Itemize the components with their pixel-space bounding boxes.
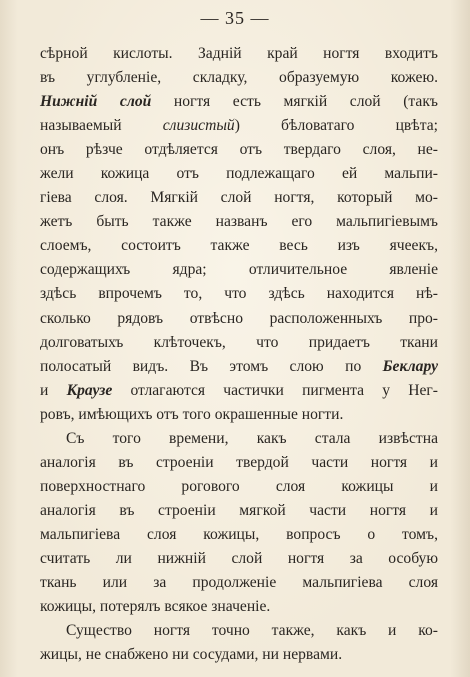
text-line [40, 355, 438, 379]
text-line [40, 475, 438, 499]
text-line [40, 643, 438, 667]
text-line [40, 90, 438, 114]
emphasized-text: Нижній слой [40, 93, 152, 111]
text-line [40, 619, 438, 643]
text-run: ) бѣловатаго цвѣта; [234, 117, 439, 135]
text-run: называемый [40, 117, 163, 135]
text-run: ногтя есть мягкій слой (такъ [151, 93, 438, 111]
text-run: считать ли нижній слой ногтя за особую [40, 549, 438, 567]
text-run: мальпигіева слоя кожицы, вопросъ о томъ, [40, 525, 438, 543]
text-line [40, 595, 438, 619]
body-text [40, 42, 438, 667]
text-run: поверхностнаго рогового слоя кожицы и [40, 477, 438, 495]
text-line [40, 307, 438, 331]
text-line [40, 379, 438, 403]
text-run: жели кожица отъ подлежащаго ей мальпи- [40, 165, 438, 183]
text-run: сколько рядовъ отвѣсно расположенныхъ про- [40, 309, 438, 327]
text-line [40, 282, 438, 306]
text-line [40, 210, 438, 234]
text-run: Существо ногтя точно также, какъ и ко- [66, 622, 438, 640]
text-run: долговатыхъ клѣточекъ, что придаетъ ткани [40, 333, 438, 351]
text-run: ткань или за продолженіе мальпигіева слоя [40, 574, 438, 592]
text-line [40, 403, 438, 427]
text-run: аналогія въ строеніи твердой части ногтя и [40, 453, 438, 471]
text-line [40, 499, 438, 523]
text-run: полосатый видъ. Въ этомъ слою по [40, 357, 383, 375]
text-run: въ углубленіе, складку, образуемую кожею. [40, 69, 438, 87]
text-run: жетъ быть также названъ его мальпигіевымъ [40, 213, 438, 231]
emphasized-text: Краузе [66, 381, 113, 399]
text-line [40, 138, 438, 162]
emphasized-text: слизистый [162, 117, 235, 135]
text-line [40, 66, 438, 90]
text-run: онъ рѣзче отдѣляется отъ твердаго слоя, не- [40, 141, 438, 159]
text-line [40, 427, 438, 451]
text-run: кожицы, потерялъ всякое значеніе. [40, 598, 271, 616]
text-line [40, 234, 438, 258]
text-line [40, 258, 438, 282]
text-line [40, 331, 438, 355]
text-line [40, 42, 438, 66]
text-line [40, 186, 438, 210]
text-line [40, 451, 438, 475]
text-run: аналогія въ строеніи мягкой части ногтя и [40, 501, 438, 519]
text-run: гіева слоя. Мягкій слой ногтя, который мо- [40, 189, 438, 207]
text-line [40, 162, 438, 186]
text-line [40, 114, 438, 138]
paragraph [40, 619, 438, 667]
text-line [40, 547, 438, 571]
text-run: сѣрной кислоты. Задній край ногтя входитъ [40, 45, 438, 62]
paragraph [40, 427, 438, 619]
paragraph [40, 42, 438, 427]
text-line [40, 523, 438, 547]
emphasized-text: Беклару [382, 357, 438, 375]
text-run: Съ того времени, какъ стала извѣстна [66, 429, 438, 447]
text-run: жицы, не снабжено ни сосудами, ни нервами. [40, 646, 343, 664]
text-run: отлагаются частички пигмента у Нег- [112, 381, 438, 399]
page-number: — 35 — [200, 8, 270, 28]
text-run: ровъ, имѣющихъ отъ того окрашенные ногти. [40, 405, 344, 423]
text-run: содержащихъ ядра; отличительное явленіе [40, 261, 438, 279]
text-line [40, 571, 438, 595]
text-run: здѣсь впрочемъ то, что здѣсь находится нѣ- [40, 285, 438, 303]
text-run: и [40, 381, 67, 399]
text-run: слоемъ, состоитъ также весь изъ ячеекъ, [40, 237, 438, 255]
